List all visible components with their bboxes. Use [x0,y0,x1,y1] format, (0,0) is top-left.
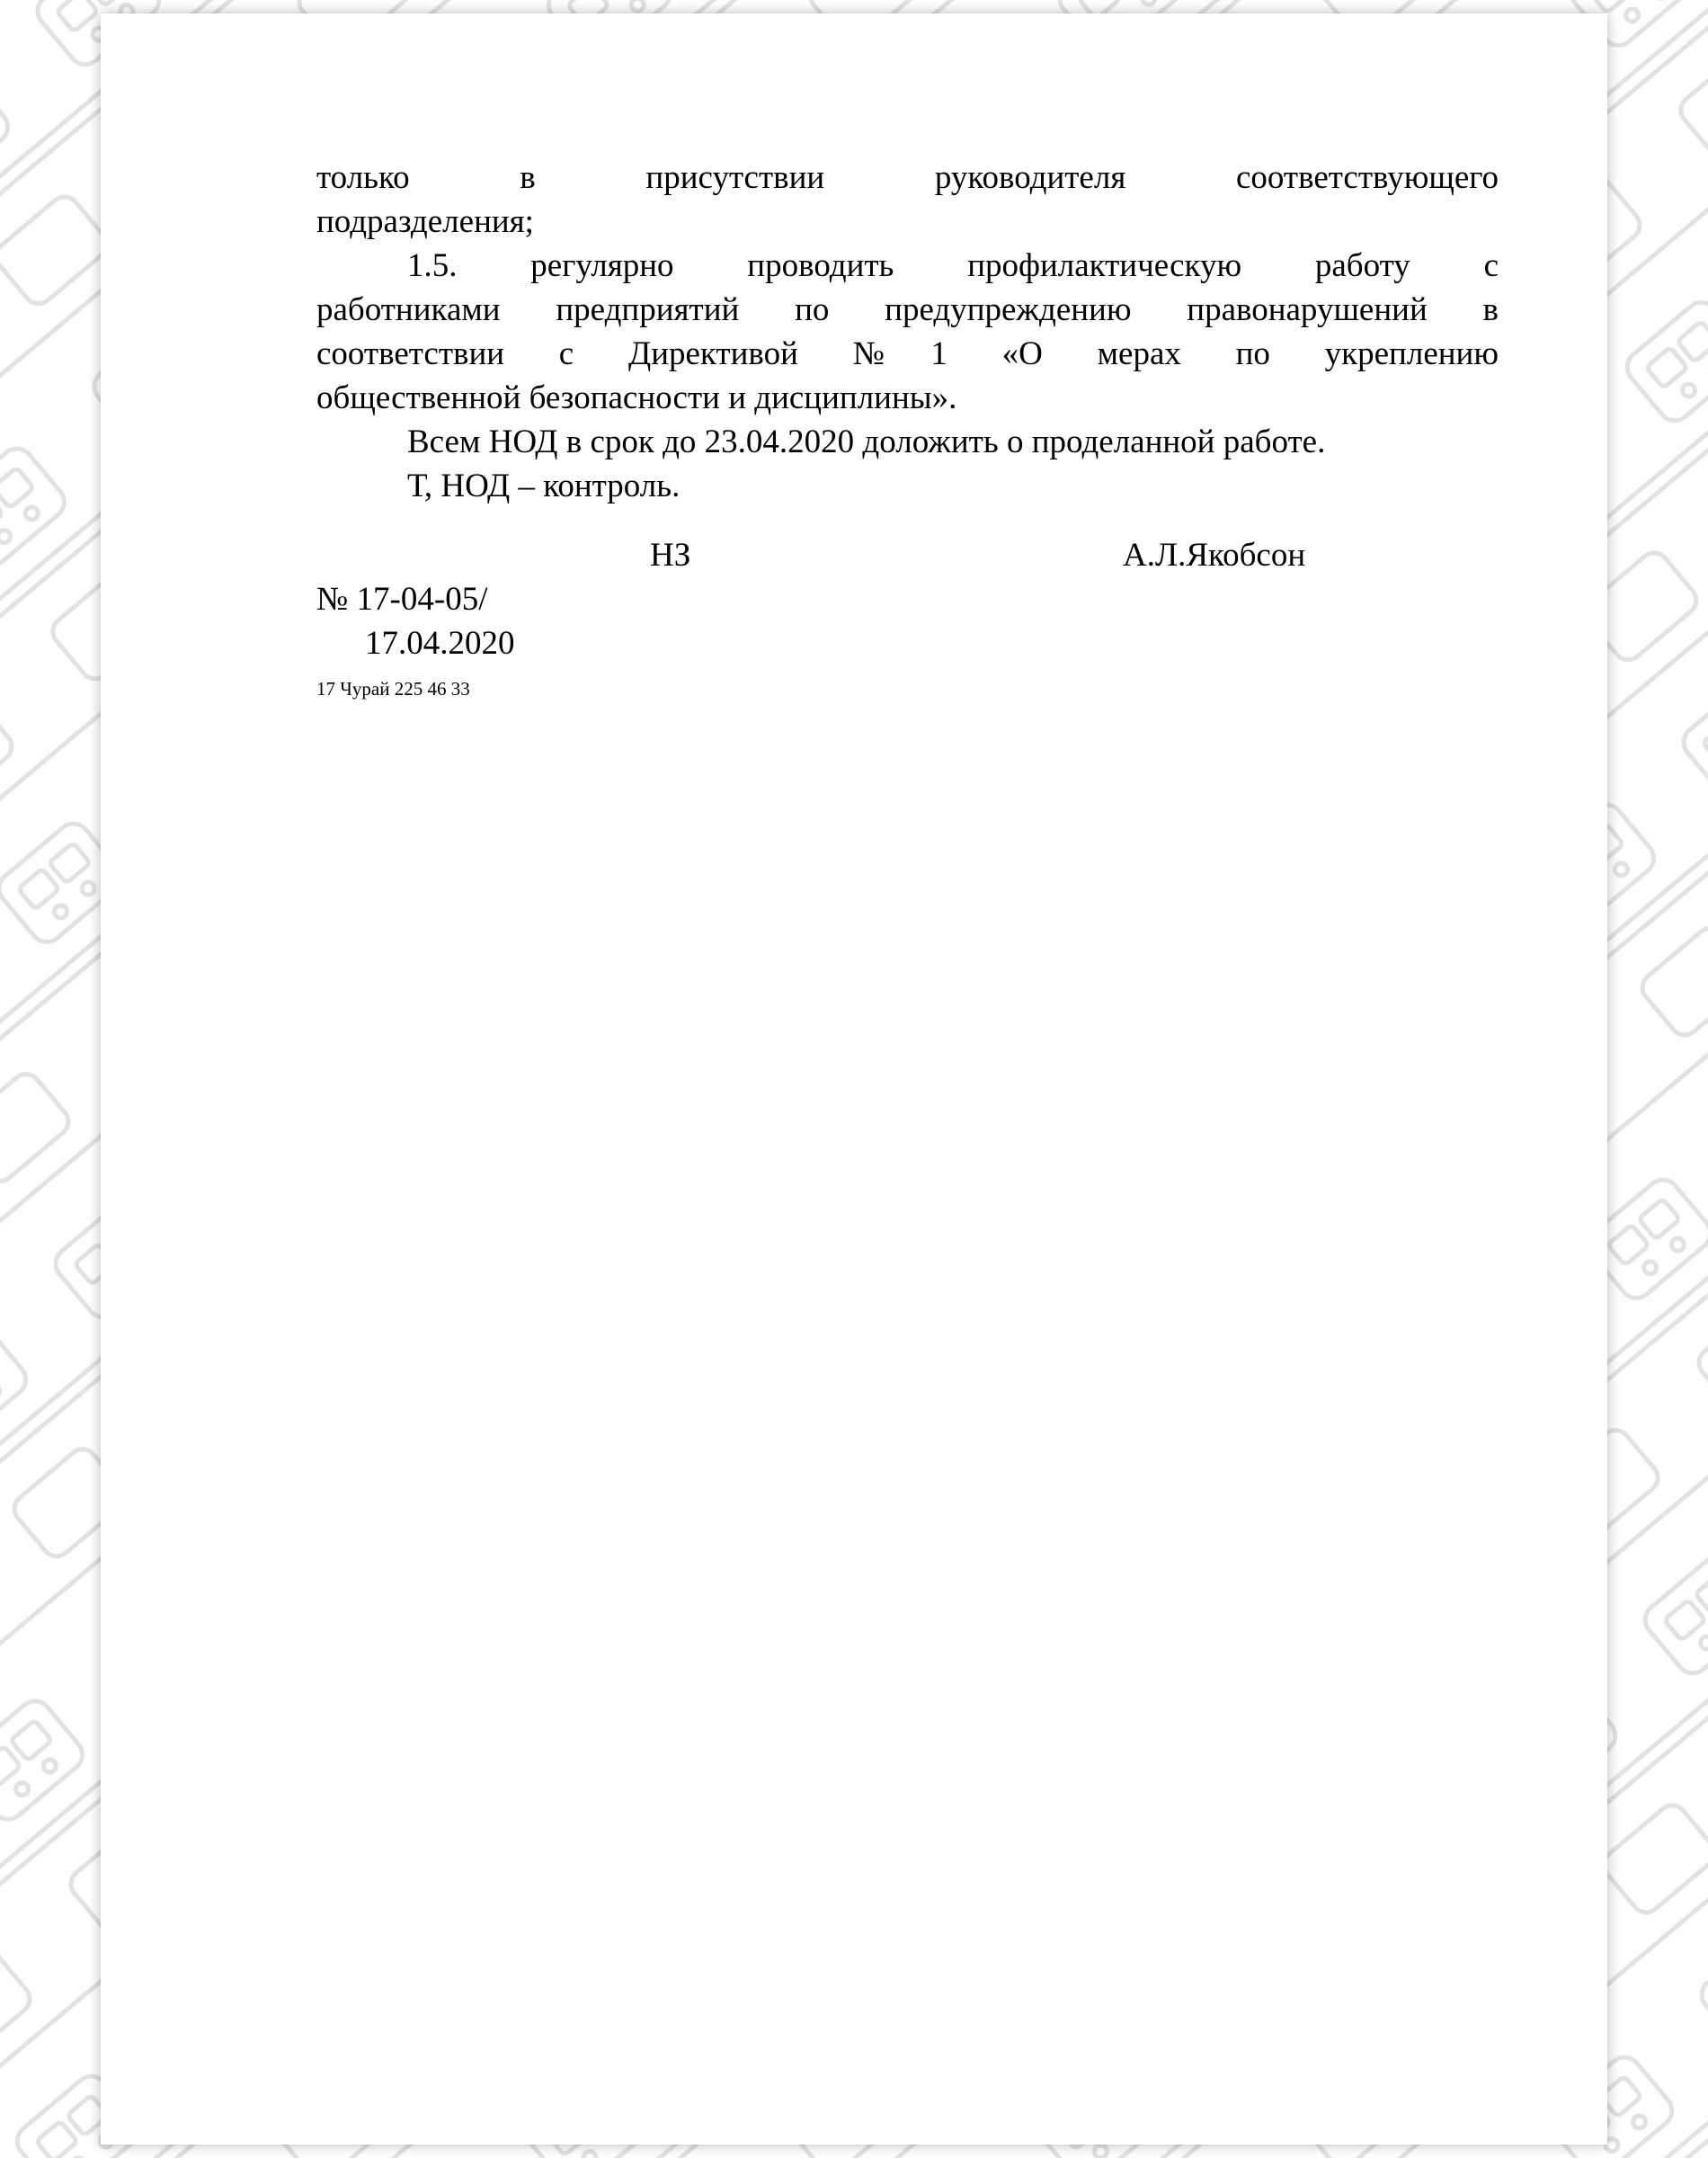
text-line: общественной безопасности и дисциплины». [316,379,957,416]
text-line: Всем НОД в срок до 23.04.2020 доложить о проделанной работе. [407,424,1326,460]
text-line: только в присутствии руководителя соответствующего [316,159,1499,196]
text-line: соответствии с Директивой №1 «О мерах по укреплению [316,335,1499,372]
text-line: подразделения; [316,203,534,240]
text-line: 1.5. регулярно проводить профилактическую работу с [407,247,1499,284]
text-line: работниками предприятий по предупреждению правонарушений в [316,291,1499,328]
signature-name: А.Л.Якобсон [1123,537,1306,574]
document-page [101,13,1607,2145]
text-line: Т, НОД – контроль. [407,468,681,504]
document-date: 17.04.2020 [365,625,515,662]
document-number: № 17-04-05/ [316,581,488,618]
signature-title: НЗ [650,537,691,574]
footer-note: 17 Чурай 225 46 33 [316,678,470,700]
